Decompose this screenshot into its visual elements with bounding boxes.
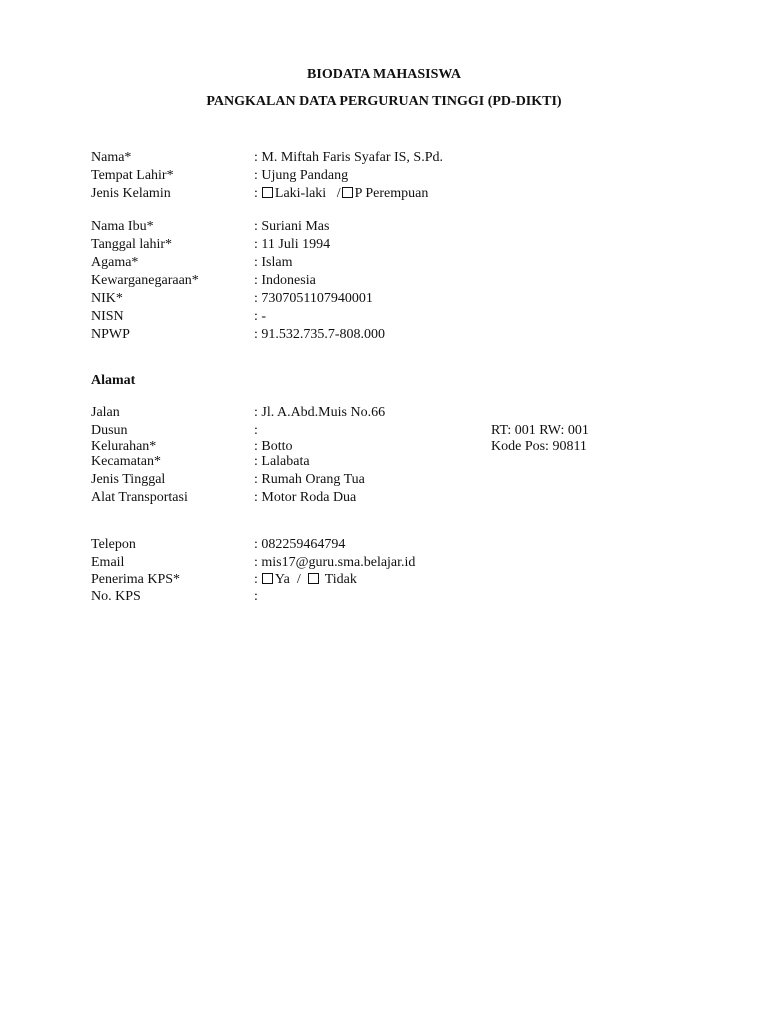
- field-label: Email: [91, 555, 125, 570]
- field-value: : Rumah Orang Tua: [254, 472, 365, 487]
- field-label: Dusun: [91, 423, 128, 438]
- field-value: : 7307051107940001: [254, 291, 373, 306]
- field-label: Telepon: [91, 537, 136, 552]
- field-value: :: [254, 589, 258, 604]
- field-label: Tempat Lahir*: [91, 168, 174, 183]
- colon: :: [254, 186, 258, 201]
- field-value: : Motor Roda Dua: [254, 490, 357, 505]
- field-label: Kewarganegaraan*: [91, 273, 199, 288]
- field-label: No. KPS: [91, 589, 141, 604]
- field-value: : 082259464794: [254, 537, 346, 552]
- field-value: : Botto: [254, 439, 293, 454]
- field-label: Jenis Kelamin: [91, 186, 171, 201]
- field-value: : M. Miftah Faris Syafar IS, S.Pd.: [254, 150, 443, 165]
- field-label: Jalan: [91, 405, 120, 420]
- field-label: NPWP: [91, 327, 130, 342]
- separator: /: [296, 572, 301, 587]
- rt-rw: RT: 001 RW: 001: [491, 423, 589, 438]
- field-value: : Islam: [254, 255, 293, 270]
- field-label: NISN: [91, 309, 124, 324]
- field-value: : Jl. A.Abd.Muis No.66: [254, 405, 386, 420]
- field-label: Tanggal lahir*: [91, 237, 173, 252]
- field-label: Nama Ibu*: [91, 219, 154, 234]
- colon: :: [254, 572, 258, 587]
- separator: /: [336, 186, 341, 201]
- field-label: Jenis Tinggal: [91, 472, 166, 487]
- checkbox-perempuan[interactable]: [342, 187, 353, 198]
- field-value: : 91.532.735.7-808.000: [254, 327, 386, 342]
- field-value: [254, 185, 428, 203]
- option-tidak: Tidak: [324, 572, 357, 587]
- field-value: : -: [254, 309, 267, 324]
- field-label: Kelurahan*: [91, 439, 157, 454]
- checkbox-tidak[interactable]: [308, 573, 319, 584]
- field-label: Agama*: [91, 255, 139, 270]
- option-ya: Ya: [274, 572, 290, 587]
- option-laki-laki: Laki-laki: [274, 186, 327, 201]
- field-value: [254, 571, 357, 589]
- field-label: Alat Transportasi: [91, 490, 188, 505]
- field-value: : Indonesia: [254, 273, 316, 288]
- kode-pos: Kode Pos: 90811: [491, 439, 587, 454]
- field-value: : mis17@guru.sma.belajar.id: [254, 555, 416, 570]
- field-value: : 11 Juli 1994: [254, 237, 331, 252]
- section-heading-alamat: Alamat: [91, 373, 136, 388]
- field-value: : Suriani Mas: [254, 219, 330, 234]
- document-subtitle: PANGKALAN DATA PERGURUAN TINGGI (PD-DIKTI): [206, 94, 562, 109]
- field-label: NIK*: [91, 291, 123, 306]
- field-value: : Ujung Pandang: [254, 168, 349, 183]
- field-label: Kecamatan*: [91, 454, 161, 469]
- field-label: Penerima KPS*: [91, 572, 181, 587]
- checkbox-laki-laki[interactable]: [262, 187, 273, 198]
- field-value: :: [254, 423, 258, 438]
- option-perempuan: P Perempuan: [354, 186, 429, 201]
- checkbox-ya[interactable]: [262, 573, 273, 584]
- field-label: Nama*: [91, 150, 132, 165]
- field-value: : Lalabata: [254, 454, 310, 469]
- document-title: BIODATA MAHASISWA: [307, 67, 461, 82]
